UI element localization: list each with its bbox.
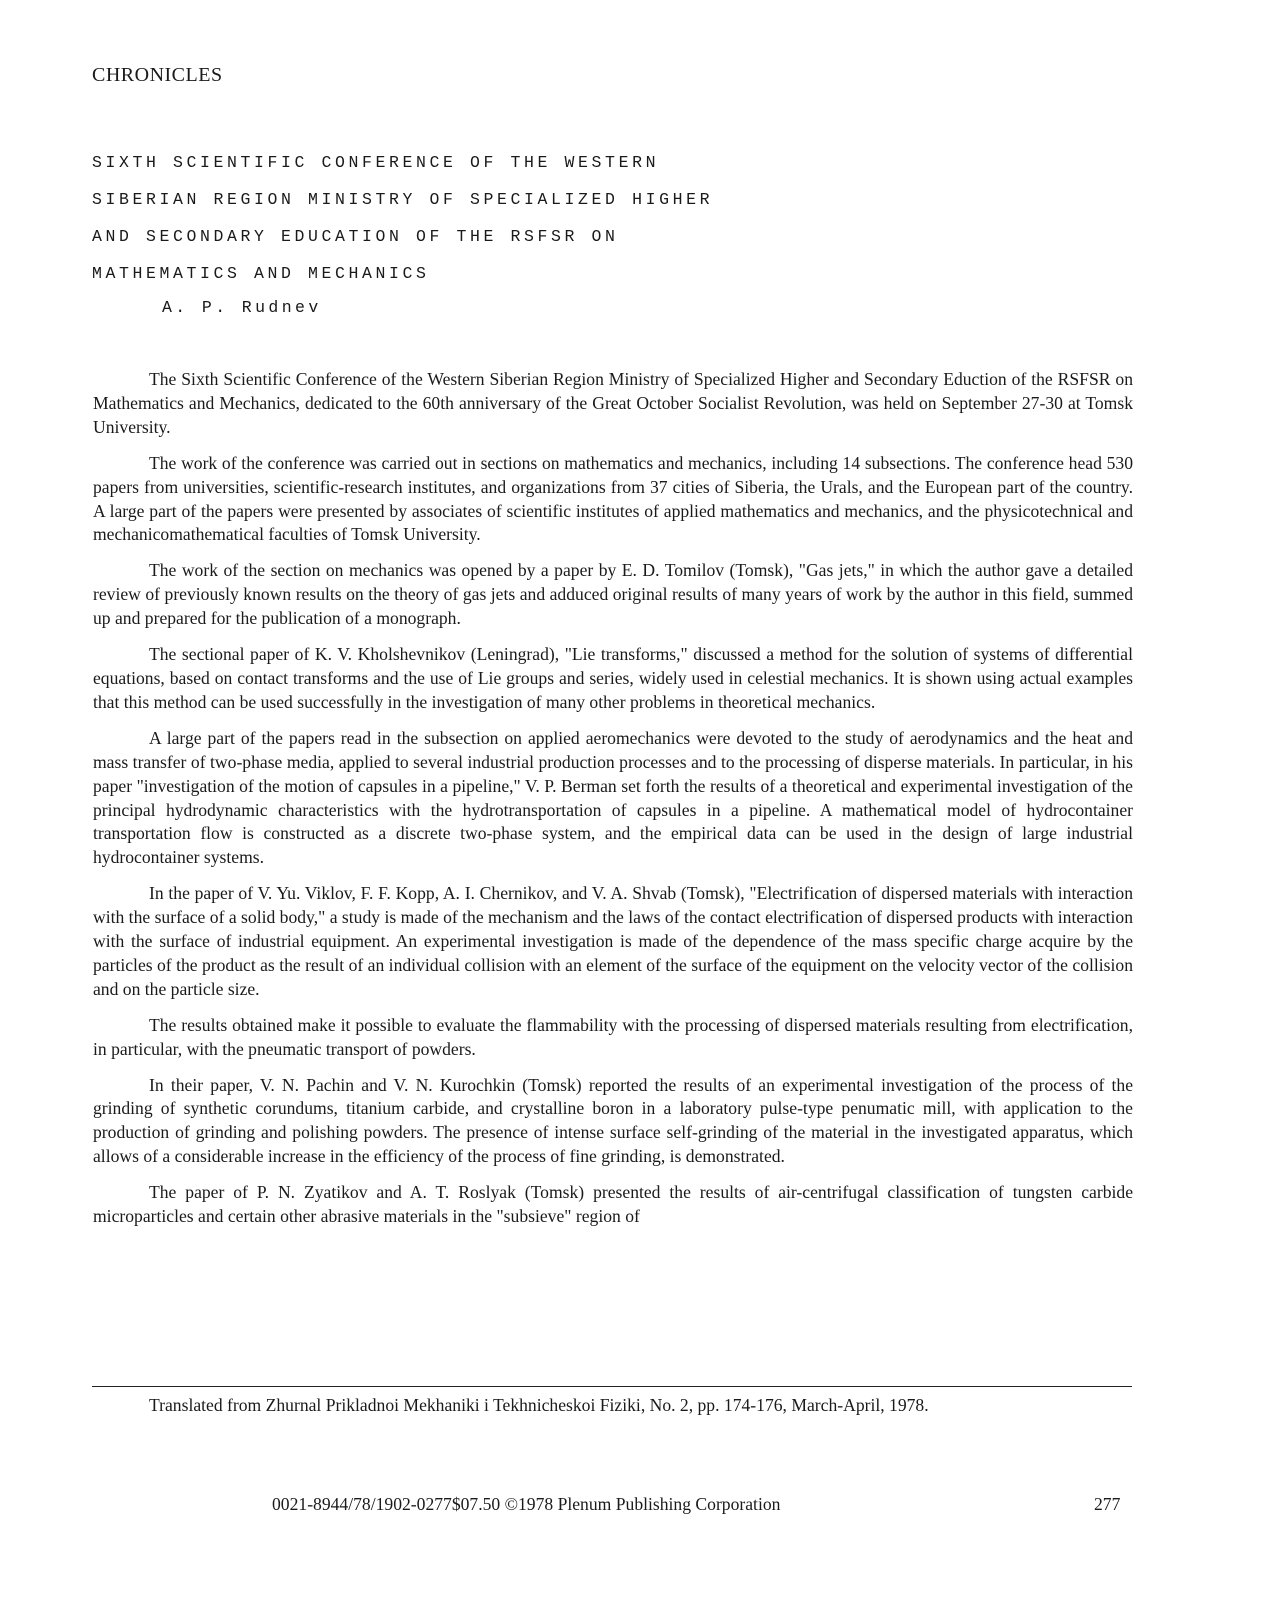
paragraph: The results obtained make it possible to evaluate the flammability with the processing of dispersed materials resulting from electrification, in particular, with the pneumatic transport of powders. — [93, 1014, 1133, 1059]
paragraph: The paper of P. N. Zyatikov and A. T. Roslyak (Tomsk) presented the results of air-centrifugal classification of tungsten carbide microparticles and certain other abrasive materials in the "subsieve" region of — [93, 1182, 1133, 1227]
title-line: MATHEMATICS AND MECHANICS — [92, 264, 430, 283]
title-line: SIXTH SCIENTIFIC CONFERENCE OF THE WESTERN — [92, 153, 660, 172]
publication-code: 0021-8944/78/1902-0277$07.50 ©1978 Plenum Publishing Corporation — [272, 1494, 781, 1514]
article-body — [93, 368, 1133, 1241]
title-line: SIBERIAN REGION MINISTRY OF SPECIALIZED HIGHER — [92, 190, 714, 209]
paragraph: The Sixth Scientific Conference of the Western Siberian Region Ministry of Specialized Higher and Secondary Eduction of the RSFSR on Mathematics and Mechanics, dedicated to the 60th anniversary of the Great October Socialist Revolution, was held on September 27-30 at Tomsk University. — [93, 369, 1133, 437]
paragraph: A large part of the papers read in the subsection on applied aeromechanics were devoted to the study of aerodynamics and the heat and mass transfer of two-phase media, applied to several industrial production processes and to the processing of disperse materials. In particular, in his paper "investigation of the motion of capsules in a pipeline," V. P. Berman set forth the results of a theoretical and experimental investigation of the principal hydrodynamic characteristics with the hydrotransportation of capsules in a pipeline. A mathematical model of hydrocontainer transportation flow is constructed as a discrete two-phase system, and the empirical data can be used in the design of large industrial hydrocontainer systems. — [93, 727, 1133, 868]
translation-footnote: Translated from Zhurnal Prikladnoi Mekhaniki i Tekhnicheskoi Fiziki, No. 2, pp. 174-176, March-April, 1978. — [149, 1395, 929, 1415]
author-name: A. P. Rudnev — [162, 298, 322, 317]
paragraph: The work of the section on mechanics was opened by a paper by E. D. Tomilov (Tomsk), "Gas jets," in which the author gave a detailed review of previously known results on the theory of gas jets and adduced original results of many years of work by the author in this field, summed up and prepared for the publication of a monograph. — [93, 560, 1133, 629]
article-title — [92, 144, 852, 292]
title-line: AND SECONDARY EDUCATION OF THE RSFSR ON — [92, 227, 619, 246]
paragraph: In their paper, V. N. Pachin and V. N. Kurochkin (Tomsk) reported the results of an experimental investigation of the process of the grinding of synthetic corundums, titanium carbide, and crystalline boron in a laboratory pulse-type penumatic mill, with application to the production of grinding and polishing powders. The presence of intense surface self-grinding of the material in the investigated apparatus, which allows of a considerable increase in the efficiency of the process of fine grinding, is demonstrated. — [93, 1074, 1133, 1167]
page-number: 277 — [1094, 1494, 1121, 1514]
section-label: CHRONICLES — [92, 64, 223, 86]
footnote-divider — [92, 1386, 1132, 1387]
paragraph: The sectional paper of K. V. Kholshevnikov (Leningrad), "Lie transforms," discussed a method for the solution of systems of differential equations, based on contact transforms and the use of Lie groups and series, widely used in celestial mechanics. It is shown using actual examples that this method can be used successfully in the investigation of many other problems in theoretical mechanics. — [93, 644, 1133, 712]
paragraph: In the paper of V. Yu. Viklov, F. F. Kopp, A. I. Chernikov, and V. A. Shvab (Tomsk), "Electrification of dispersed materials with interaction with the surface of a solid body," a study is made of the mechanism and the laws of the contact electrification of dispersed products with interaction with the surface of industrial equipment. An experimental investigation is made of the dependence of the mass specific charge acquire by the particles of the product as the result of an individual collision with an element of the surface of the equipment on the velocity vector of the collision and on the particle size. — [93, 883, 1133, 999]
paragraph: The work of the conference was carried out in sections on mathematics and mechanics, including 14 subsections. The conference head 530 papers from universities, scientific-research institutes, and organizations from 37 cities of Siberia, the Urals, and the European part of the country. A large part of the papers were presented by associates of scientific institutes of applied mathematics and mechanics, and the physicotechnical and mechanicomathematical faculties of Tomsk University. — [93, 452, 1133, 545]
